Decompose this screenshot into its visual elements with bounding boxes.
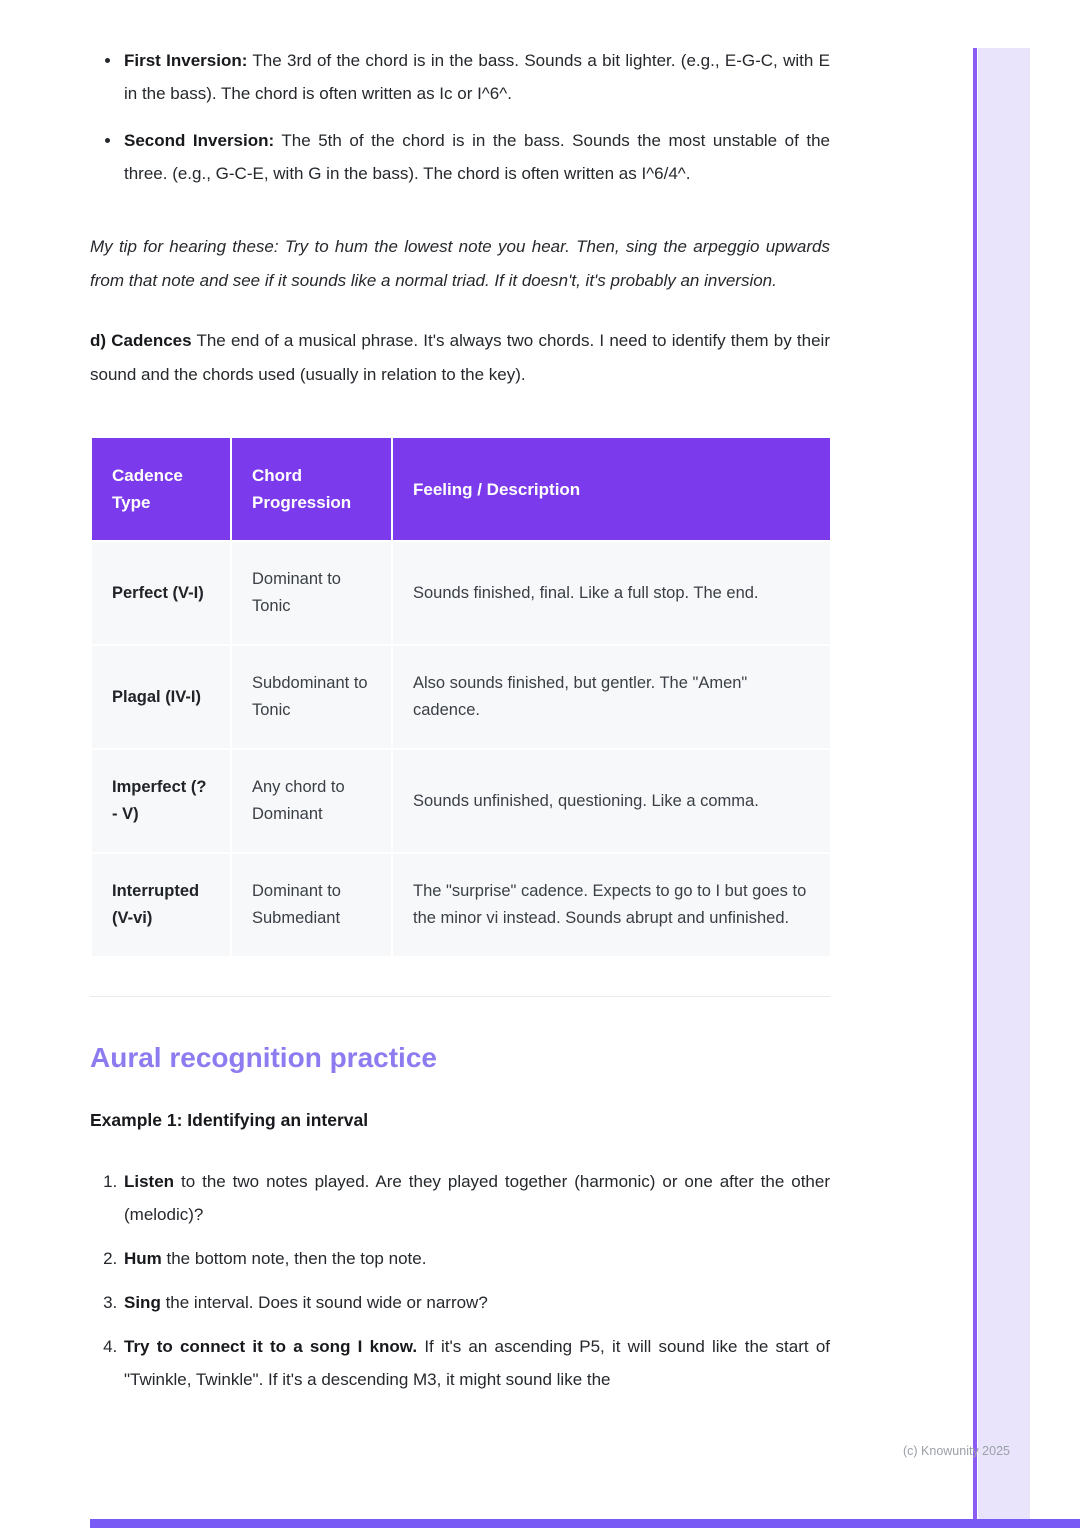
bottom-accent-bar	[90, 1519, 1080, 1528]
step-lead: Try to connect it to a song I know.	[124, 1337, 418, 1356]
copyright-footer: (c) Knowunity 2025	[902, 1444, 1010, 1458]
right-margin-line	[973, 48, 977, 1528]
bullet-lead: Second Inversion:	[124, 131, 275, 150]
table-header-cell: Cadence Type	[91, 437, 231, 541]
inversion-bullet-list	[90, 44, 830, 190]
table-header-row	[91, 437, 831, 541]
table-cell: Interrupted (V-vi)	[91, 853, 231, 957]
step-text: the bottom note, then the top note.	[161, 1249, 427, 1268]
table-cell: Dominant to Tonic	[231, 541, 392, 645]
bullet-lead: First Inversion:	[124, 51, 248, 70]
table-cell: The "surprise" cadence. Expects to go to I but goes to the minor vi instead. Sounds abrupt and unfinished.	[392, 853, 831, 957]
table-cell: Sounds finished, final. Like a full stop. The end.	[392, 541, 831, 645]
step-text: If it's an ascending P5, it will sound like the start of "Twinkle, Twinkle". If it's a descending M3, it might sound like the	[124, 1337, 830, 1389]
cadence-table	[90, 436, 832, 958]
step-lead: Hum	[124, 1249, 162, 1268]
table-header	[91, 437, 831, 541]
cadences-lead: d) Cadences	[90, 331, 192, 350]
list-item	[122, 1242, 830, 1275]
table-body	[91, 541, 831, 957]
table-cell: Also sounds finished, but gentler. The "Amen" cadence.	[392, 645, 831, 749]
example-heading: Example 1: Identifying an interval	[90, 1110, 369, 1130]
table-header-cell: Chord Progression	[231, 437, 392, 541]
tip-paragraph: My tip for hearing these: Try to hum the lowest note you hear. Then, sing the arpeggio upwards from that note and see if it sounds like a normal triad. If it doesn't, it's probably an inversion.	[90, 237, 830, 290]
table-cell: Perfect (V-I)	[91, 541, 231, 645]
list-item	[122, 124, 830, 190]
right-margin-strip	[978, 48, 1030, 1528]
table-row	[91, 645, 831, 749]
table-cell: Sounds unfinished, questioning. Like a comma.	[392, 749, 831, 853]
list-item	[122, 1165, 830, 1231]
table-cell: Plagal (IV-I)	[91, 645, 231, 749]
cadences-paragraph	[90, 324, 830, 392]
table-row	[91, 853, 831, 957]
step-lead: Listen	[124, 1172, 175, 1191]
table-cell: Subdominant to Tonic	[231, 645, 392, 749]
section-divider	[90, 996, 830, 997]
table-header-cell: Feeling / Description	[392, 437, 831, 541]
step-text: to the two notes played. Are they played together (harmonic) or one after the other (melodic)?	[124, 1172, 830, 1224]
list-item	[122, 1330, 830, 1396]
list-item	[122, 44, 830, 110]
bullet-text: The 5th of the chord is in the bass. Sounds the most unstable of the three. (e.g., G-C-E, with G in the bass). The chord is often written as I^6/4^.	[124, 131, 830, 183]
list-item	[122, 1286, 830, 1319]
table-cell: Imperfect (? - V)	[91, 749, 231, 853]
step-text: the interval. Does it sound wide or narrow?	[160, 1293, 488, 1312]
table-row	[91, 749, 831, 853]
cadences-text: The end of a musical phrase. It's always two chords. I need to identify them by their sound and the chords used (usually in relation to the key).	[90, 331, 830, 384]
document-content	[90, 44, 830, 1407]
table-row	[91, 541, 831, 645]
table-cell: Dominant to Submediant	[231, 853, 392, 957]
step-lead: Sing	[124, 1293, 161, 1312]
table-cell: Any chord to Dominant	[231, 749, 392, 853]
bullet-text: The 3rd of the chord is in the bass. Sounds a bit lighter. (e.g., E-G-C, with E in the bass). The chord is often written as Ic or I^6^.	[124, 51, 830, 103]
interval-steps-list	[90, 1165, 830, 1396]
section-heading: Aural recognition practice	[90, 1042, 437, 1073]
